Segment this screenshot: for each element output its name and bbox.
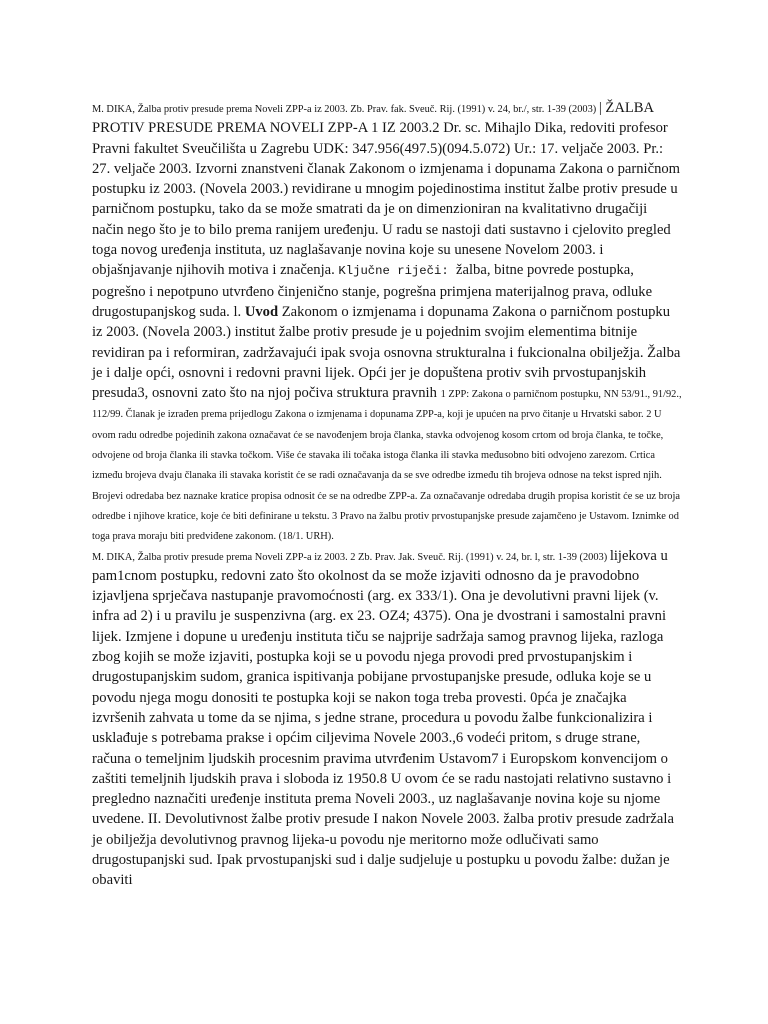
footnotes: 1 ZPP: Zakona o parničnom postupku, NN 53/91., 91/92., 112/99. Članak je izrađen prema prijedlogu Zakona o izmjenama i dopunama ZPP-a, koji je upućen na prvo čitanje u Hrvatski sabor. 2 U ovom radu odredbe pojedinih zakona označavat će se navođenjem broja članka, stavka odvojenog kosom crtom od broja članka, te točke, odvojene od broja članka ili stavka točkom. Više će stavaka ili točaka istoga članka ili stavka međusobno biti odvojeno zarezom. Crtica između brojeva dvaju članaka ili stavaka koristit će se radi označavanja da se sve odredbe između tih brojeva odnose na tekst ispred njih. Brojevi odredaba bez naznake kratice propisa odnosit će se na odredbe ZPP-a. Za označavanje odredaba drugih propisa koristit će se uz broja odredbe i njihove kratice, koje će biti definirane u tekstu. 3 Pravo na žalbu protiv prvostupanjske presude zajamčeno je Ustavom. Iznimke od toga prava moraju biti predviđene zakonom. (18/1. URH). [92,389,682,543]
section-text: Zakonom o izmjenama i dopunama Zakona o parničnom postupku iz 2003. (Novela 2003.) institut žalbe protiv presude je u pojednim svojim elementima bitnije revidiran pa i reformiran, zadržavajući ipak svoja osnovna strukturalna i fukcionalna obilježja. Žalba je i dalje opći, osnovni i redovni pravni lijek. Opći jer je dopuštena protiv svih prvostupanjskih presuda3, osnovni zato što na njoj počiva struktura pravnih [92,303,681,402]
running-header-2: M. DIKA, Žalba protiv presude prema Noveli ZPP-a iz 2003. 2 Zb. Prav. Jak. Sveuč. Rij. (1991) v. 24, br. l, str. 1-39 (2003) [92,551,610,563]
article-title: | ŽALBA PROTIV PRESUDE PREMA NOVELI ZPP-A 1 IZ 2003.2 Dr. sc. Mihajlo Dika, redoviti profesor Pravni fakultet Sveučilišta u Zagrebu UDK: 347.956(497.5)(094.5.072) Ur.: 17. veljače 2003. Pr.: 27. veljače 2003. Izvorni znanstveni članak [92,100,668,177]
section-title: Uvod [244,303,282,320]
body-text-2: lijekova u pam1cnom postupku, redovni zato što okolnost da se može izjaviti odnosno da je pravodobno izjavljena sprječava nastupanje pravomoćnosti (arg. ex 333/1). Ona je devolutivni pravni lijek (v. infra ad 2) i u pravilu je suspenzivna (arg. ex 23. OZ4; 4375). Ona je dvostrani i samostalni pravni lijek. Izmjene i dopune u uređenju instituta tiču se najprije sadržaja samog pravnog lijeka, razloga zbog kojih se može izjaviti, postupka koji se u povodu njega provodi pred prvostupanjskim i drugostupanjskim sudom, granica ispitivanja pobijane prvostupanjske presude, odluka koje se u povodu njega mogu donositi te postupka koji se nakon toga treba provesti. 0pća je značajka izvršenih zahvata u tome da se njima, s jedne strane, procedura u povodu žalbe funkcionalizira i usklađuje s potrebama prakse i općim ciljevima Novele 2003.,6 vodeći pritom, s druge strane, računa o temeljnim ljudskih procesnim pravima utvrđenim Ustavom7 i Europskom konvencijom o zaštiti temeljnih ljudskih prava i sloboda iz 1950.8 U ovom će se radu nastojati relativno sustavno i pregledno naznačiti uređenje instituta prema Noveli 2003., uz naglašavanje novina koje su njome uvedene. II. Devolutivnost žalbe protiv presude I nakon Novele 2003. žalba protiv presude zadržala je obilježja devolutivnog pravnog lijeka-u povodu nje meritorno može odlučivati samo drugostupanjski sud. Ipak prvostupanjski sud i dalje sudjeluje u postupku u povodu žalbe: dužan je obaviti [92,547,674,889]
document-text-second [92,546,682,891]
running-header: M. DIKA, Žalba protiv presude prema Noveli ZPP-a iz 2003. Zb. Prav. fak. Sveuč. Rij. (1991) v. 24, br./, str. 1-39 (2003) [92,104,599,115]
keywords-text: žalba, bitne povrede postupka, pogrešno i nepotpuno utvrđeno činjenično stanje, pogrešna primjena materijalnog prava, odluke drugostupanjskog suda. [92,262,653,320]
abstract-text: Zakonom o izmjenama i dopunama Zakona o parničnom postupku iz 2003. (Novela 2003.) revidirane u mnogim pojedinostima institut žalbe protiv presude u parničnom postupku, tako da se može smatrati da je on dimenzioniran na kvalitativno drugačiji način nego što je to bilo prema ranijem uređenju. U radu se nastoji dati sustavno i cjelovito pregled toga novog uređenja instituta, uz naglašavanje novina koje su unesene Novelom 2003. i objašnjavanje njihovih motiva i značenja. [92,160,681,279]
document-text-first [92,98,682,546]
document-page [92,98,682,891]
keywords-label: Ključne riječi: [338,264,457,279]
section-number: l. [233,303,245,320]
